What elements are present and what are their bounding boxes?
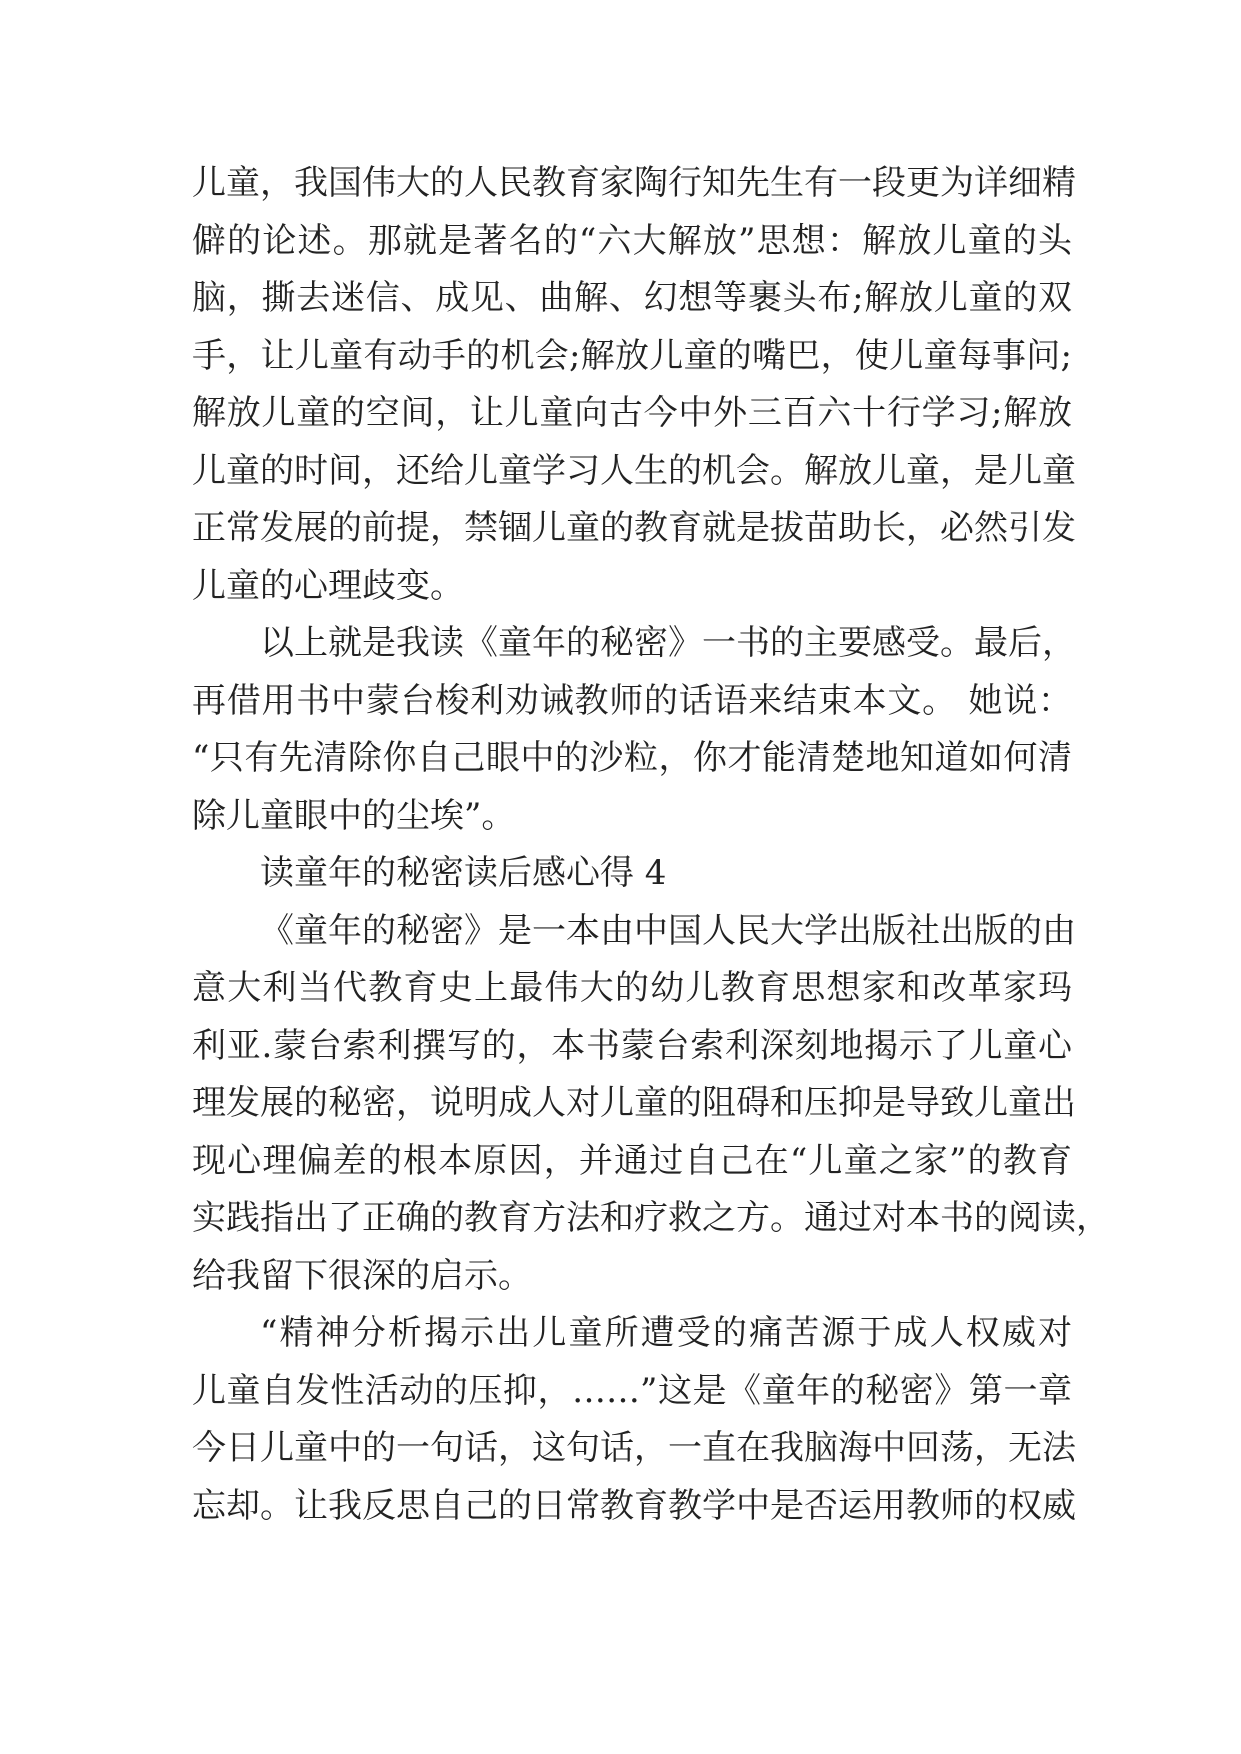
text-line: 忘却。让我反思自己的日常教育教学中是否运用教师的权威 — [192, 1485, 1076, 1526]
text-line: 今日儿童中的一句话，这句话，一直在我脑海中回荡，无法 — [192, 1428, 1076, 1468]
body-text — [192, 155, 1110, 1535]
text-line: 给我留下很深的启示。 — [192, 1255, 532, 1296]
text-line: 现心理偏差的根本原因，并通过自己在“儿童之家”的教育 — [192, 1140, 1072, 1181]
text-line: 手，让儿童有动手的机会;解放儿童的嘴巴，使儿童每事问; — [192, 335, 1072, 376]
section-heading: 读童年的秘密读后感心得 4 — [260, 853, 667, 893]
text-line: 利亚.蒙台索利撰写的，本书蒙台索利深刻地揭示了儿童心 — [192, 1025, 1072, 1066]
text-line: 正常发展的前提，禁锢儿童的教育就是拔苗助长，必然引发 — [192, 508, 1076, 548]
text-line: “精神分析揭示出儿童所遭受的痛苦源于成人权威对 — [260, 1313, 1072, 1353]
text-line: 解放儿童的空间，让儿童向古今中外三百六十行学习;解放 — [192, 393, 1072, 433]
text-line: 《童年的秘密》是一本由中国人民大学出版社出版的由 — [260, 910, 1076, 951]
text-line: 实践指出了正确的教育方法和疗救之方。通过对本书的阅读， — [192, 1198, 1110, 1238]
text-line: 脑，撕去迷信、成见、曲解、幻想等裹头布;解放儿童的双 — [192, 278, 1072, 318]
text-line: 儿童的时间，还给儿童学习人生的机会。解放儿童，是儿童 — [192, 450, 1076, 491]
text-line: 儿童，我国伟大的人民教育家陶行知先生有一段更为详细精 — [192, 163, 1076, 203]
text-line: “只有先清除你自己眼中的沙粒，你才能清楚地知道如何清 — [192, 738, 1072, 778]
text-line: 儿童自发性活动的压抑，……”这是《童年的秘密》第一章 — [192, 1370, 1072, 1411]
text-line: 以上就是我读《童年的秘密》一书的主要感受。最后， — [260, 623, 1076, 663]
text-line: 除儿童眼中的尘埃”。 — [192, 795, 516, 836]
text-line: 僻的论述。那就是著名的“六大解放”思想：解放儿童的头 — [192, 220, 1072, 261]
text-line: 再借用书中蒙台梭利劝诫教师的话语来结束本文。 她说： — [192, 680, 1072, 721]
text-line: 儿童的心理歧变。 — [192, 565, 464, 606]
text-line: 意大利当代教育史上最伟大的幼儿教育思想家和改革家玛 — [192, 968, 1072, 1008]
text-line: 理发展的秘密，说明成人对儿童的阻碍和压抑是导致儿童出 — [192, 1083, 1076, 1123]
